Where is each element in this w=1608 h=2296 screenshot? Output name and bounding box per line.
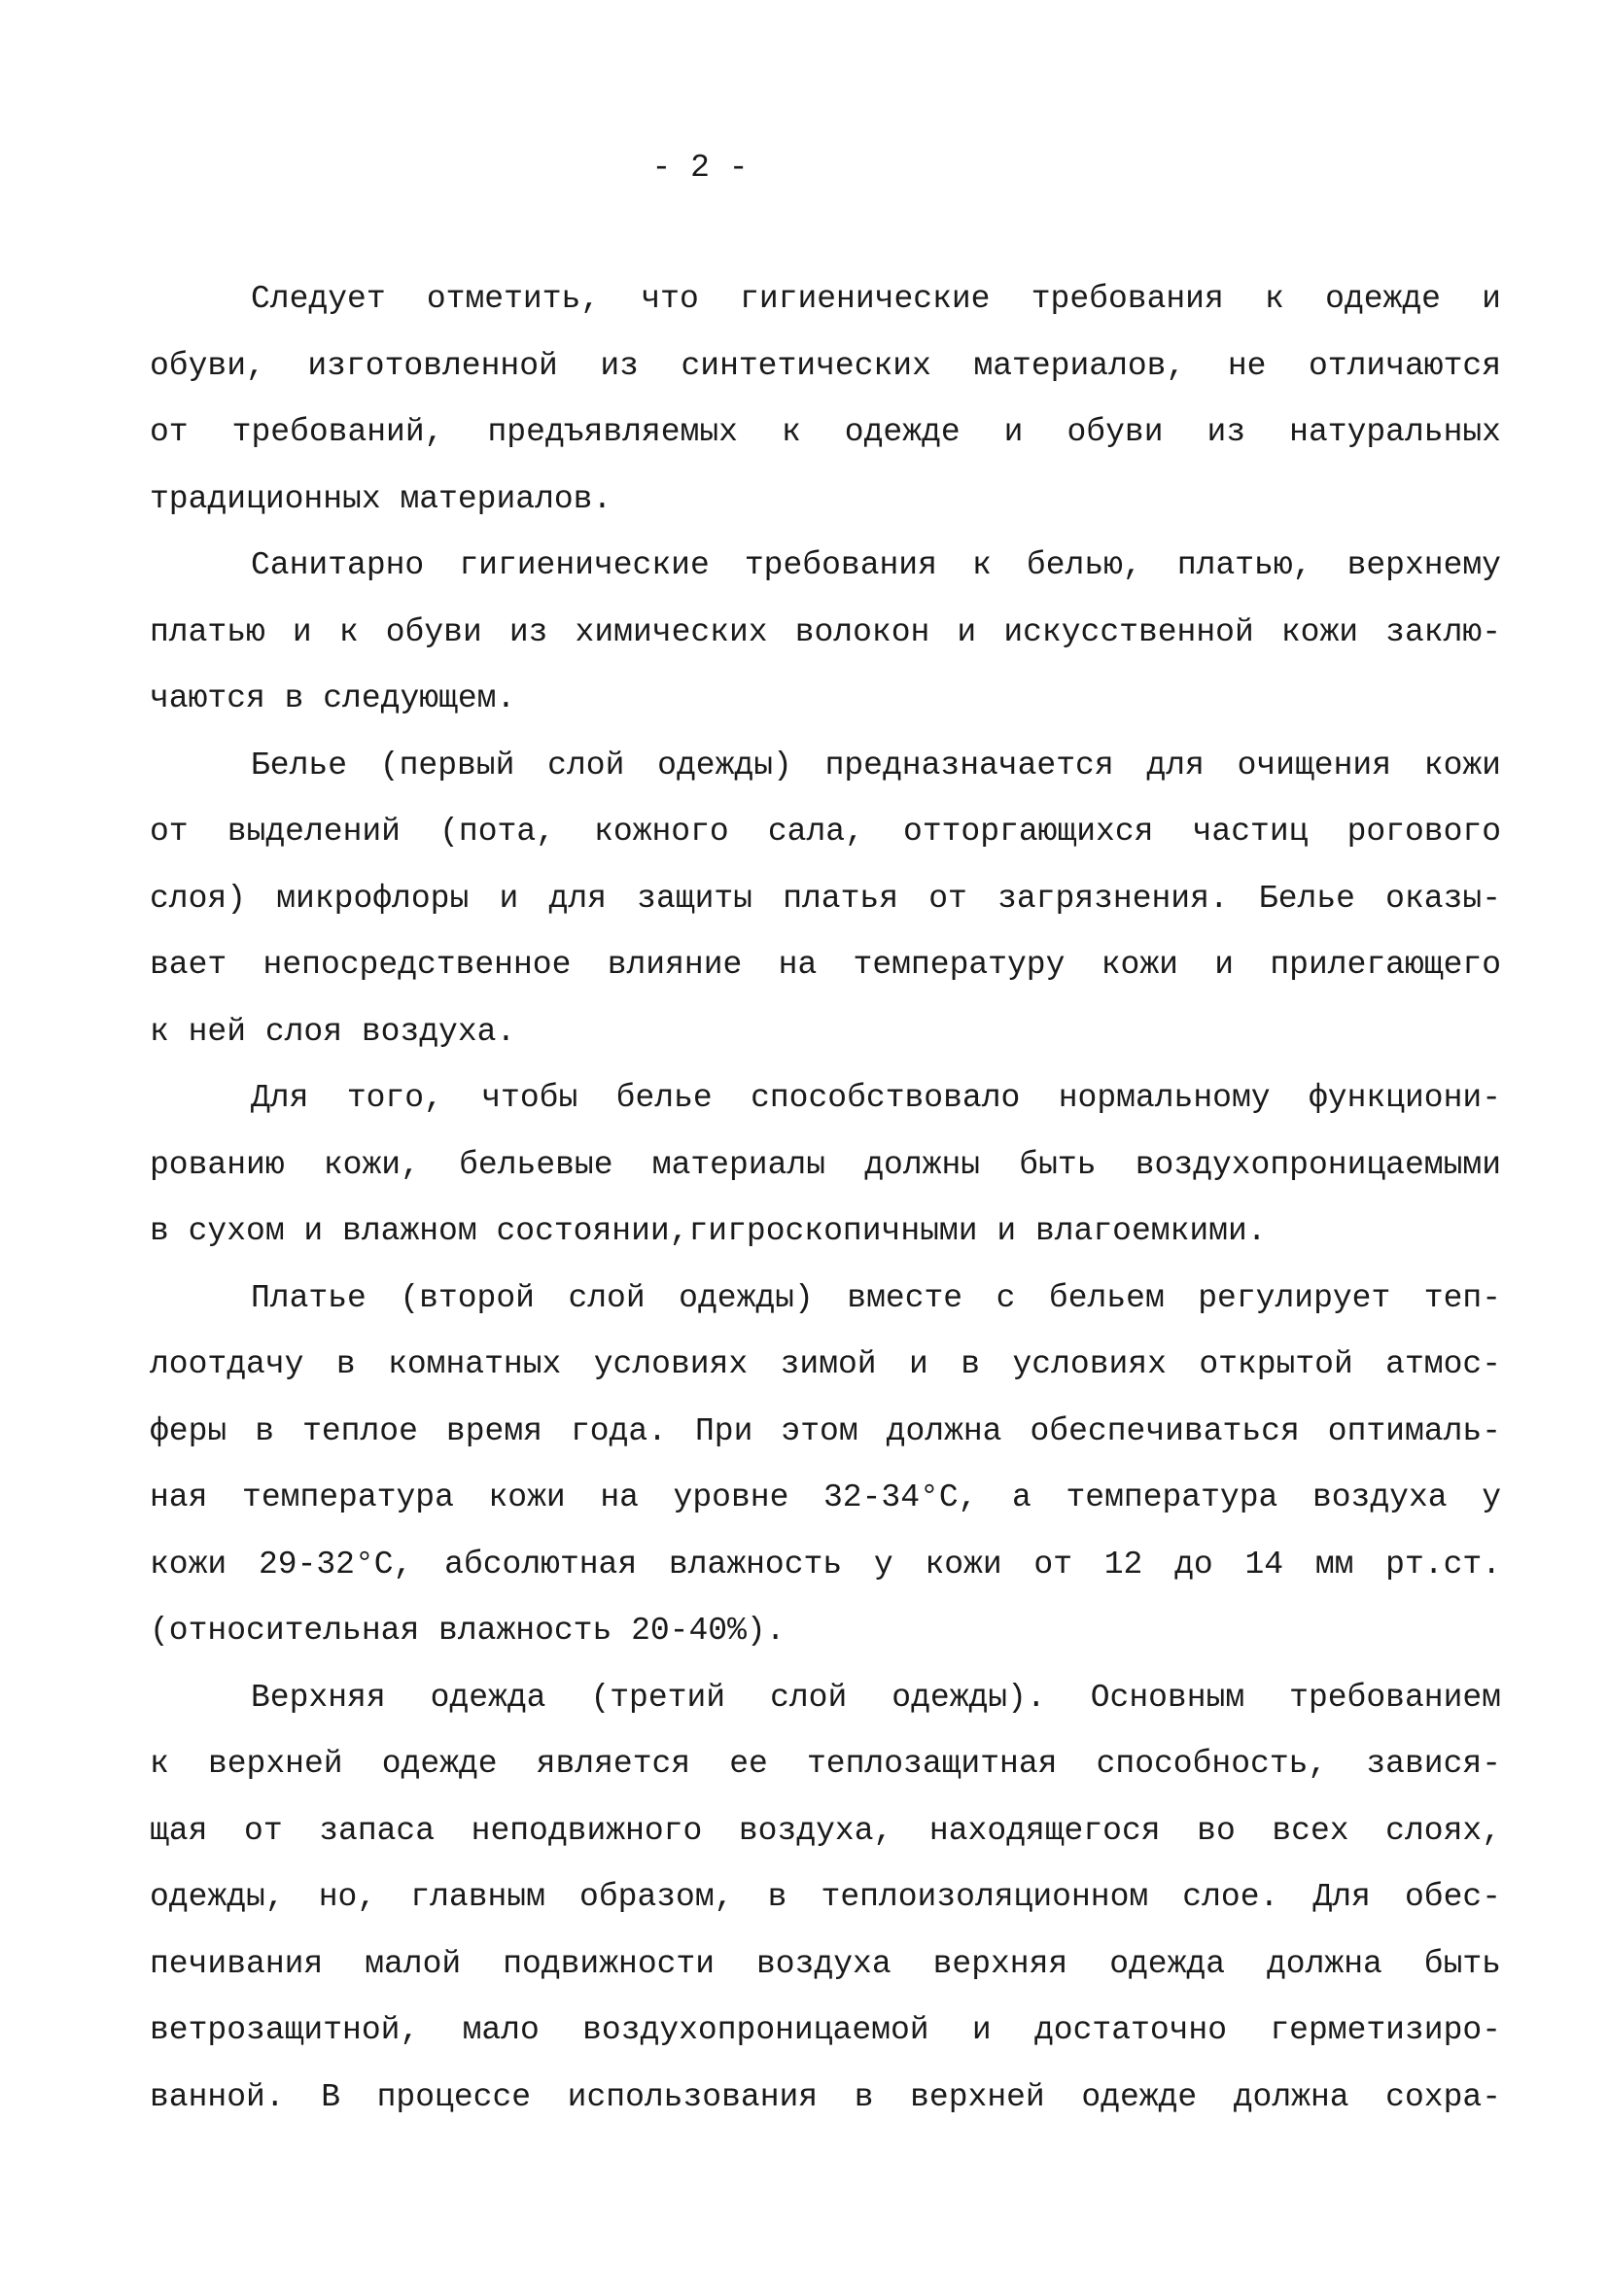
text-line: Для того, чтобы белье способствовало нормальному функциони- [251,1080,1501,1116]
paragraph-5 [150,1266,1501,1665]
text-line: к верхней одежде является ее теплозащитная способность, завися- [150,1746,1501,1782]
text-line: к ней слоя воздуха. [150,1013,516,1050]
text-line: чаются в следующем. [150,680,516,716]
paragraph-6 [150,1665,1501,2132]
text-line: лоотдачу в комнатных условиях зимой и в условиях открытой атмос- [150,1346,1501,1382]
text-line: от требований, предъявляемых к одежде и обуви из натуральных [150,414,1501,450]
text-line: кожи 29-32°С, абсолютная влажность у кожи от 12 до 14 мм рт.ст. [150,1546,1501,1583]
text-line: слоя) микрофлоры и для защиты платья от загрязнения. Белье оказы- [150,880,1501,917]
text-line: (относительная влажность 20-40%). [150,1613,786,1649]
paragraph-2 [150,533,1501,733]
text-line: Верхняя одежда (третий слой одежды). Основным требованием [251,1679,1501,1716]
text-line: ветрозащитной, мало воздухопроницаемой и достаточно герметизиро- [150,2012,1501,2048]
text-line: Санитарно гигиенические требования к белью, платью, верхнему [251,547,1501,583]
text-line: Следует отметить, что гигиенические требования к одежде и [251,281,1501,317]
paragraph-3 [150,733,1501,1066]
text-line: феры в теплое время года. При этом должна обеспечиваться оптималь- [150,1412,1501,1449]
text-line: ная температура кожи на уровне 32-34°С, а температура воздуха у [150,1479,1501,1515]
text-line: традиционных материалов. [150,480,612,517]
body-text [150,266,1501,2131]
text-line: Белье (первый слой одежды) предназначается для очищения кожи [251,747,1501,783]
text-line: Платье (второй слой одежды) вместе с бельем регулирует теп- [251,1279,1501,1316]
text-line: от выделений (пота, кожного сала, отторгающихся частиц рогового [150,814,1501,850]
text-line: обуви, изготовленной из синтетических материалов, не отличаются [150,347,1501,384]
text-line: печивания малой подвижности воздуха верхняя одежда должна быть [150,1945,1501,1982]
text-line: вает непосредственное влияние на температуру кожи и прилегающего [150,947,1501,983]
text-line: одежды, но, главным образом, в теплоизоляционном слое. Для обес- [150,1879,1501,1915]
text-line: рованию кожи, бельевые материалы должны быть воздухопроницаемыми [150,1146,1501,1183]
text-line: щая от запаса неподвижного воздуха, находящегося во всех слоях, [150,1812,1501,1849]
text-line: платью и к обуви из химических волокон и искусственной кожи заклю- [150,613,1501,650]
text-line: ванной. В процессе использования в верхней одежде должна сохра- [150,2078,1501,2115]
paragraph-1 [150,266,1501,533]
text-line: в сухом и влажном состоянии,гигроскопичными и влагоемкими. [150,1213,1267,1249]
paragraph-4 [150,1065,1501,1266]
page-number: - 2 - [651,150,749,186]
